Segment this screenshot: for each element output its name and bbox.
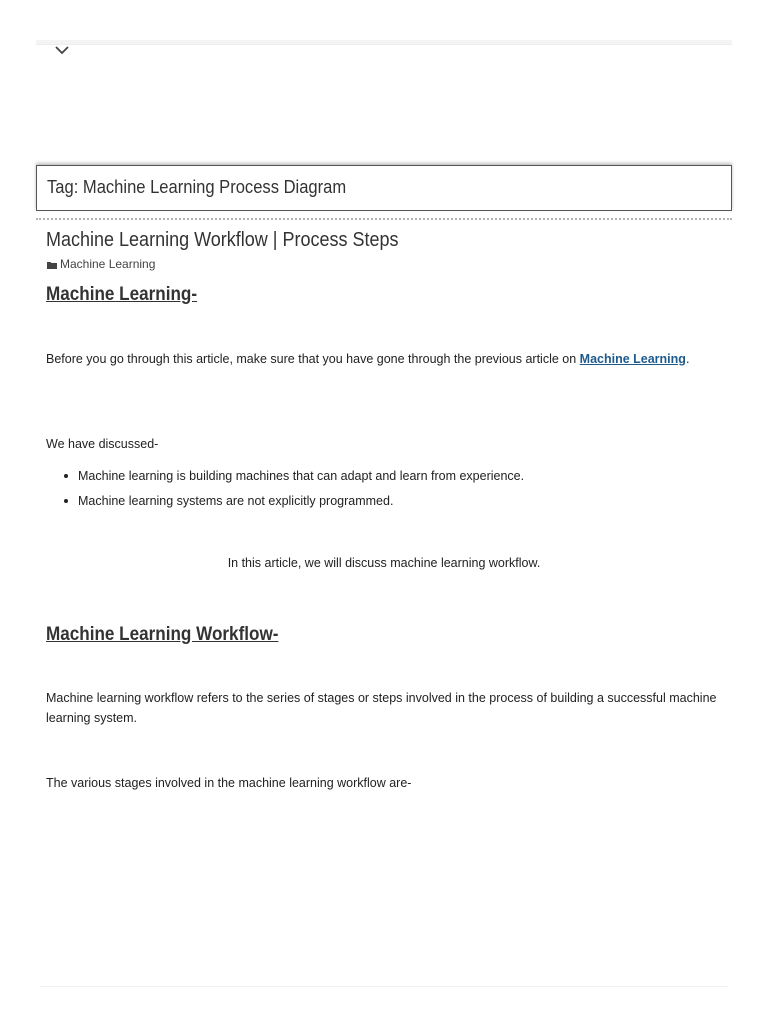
post-title[interactable] bbox=[46, 229, 399, 252]
post-title-link[interactable]: Machine Learning Workflow | Process Steps bbox=[46, 229, 399, 251]
section-heading-workflow: Machine Learning Workflow- bbox=[46, 624, 279, 645]
list-item: Machine learning is building machines that can adapt and learn from experience. bbox=[46, 466, 722, 491]
discussed-paragraph: We have discussed- bbox=[46, 437, 159, 451]
machine-learning-link[interactable]: Machine Learning bbox=[579, 352, 686, 366]
chevron-down-icon bbox=[55, 46, 69, 55]
menu-toggle-button[interactable] bbox=[36, 38, 112, 64]
archive-header bbox=[36, 165, 732, 211]
intro-text: Before you go through this article, make sure that you have gone through the previous article on bbox=[46, 352, 580, 366]
list-item: Machine learning systems are not explicitly programmed. bbox=[46, 491, 722, 516]
footer-divider bbox=[40, 986, 728, 987]
stages-paragraph: The various stages involved in the machine learning workflow are- bbox=[46, 776, 412, 790]
workflow-paragraph: Machine learning workflow refers to the series of stages or steps involved in the process of building a successful machine learning system. bbox=[46, 691, 717, 725]
section-heading-machine-learning: Machine Learning- bbox=[46, 284, 198, 305]
folder-icon bbox=[47, 261, 57, 269]
centered-paragraph: In this article, we will discuss machine learning workflow. bbox=[227, 556, 541, 570]
archive-title: Tag: Machine Learning Process Diagram bbox=[47, 177, 347, 197]
intro-paragraph bbox=[46, 349, 722, 369]
divider bbox=[36, 218, 732, 220]
post-category bbox=[47, 257, 155, 271]
category-link[interactable]: Machine Learning bbox=[60, 257, 156, 271]
top-bar bbox=[36, 40, 732, 45]
intro-suffix: . bbox=[685, 352, 690, 366]
discussed-list bbox=[46, 466, 722, 516]
